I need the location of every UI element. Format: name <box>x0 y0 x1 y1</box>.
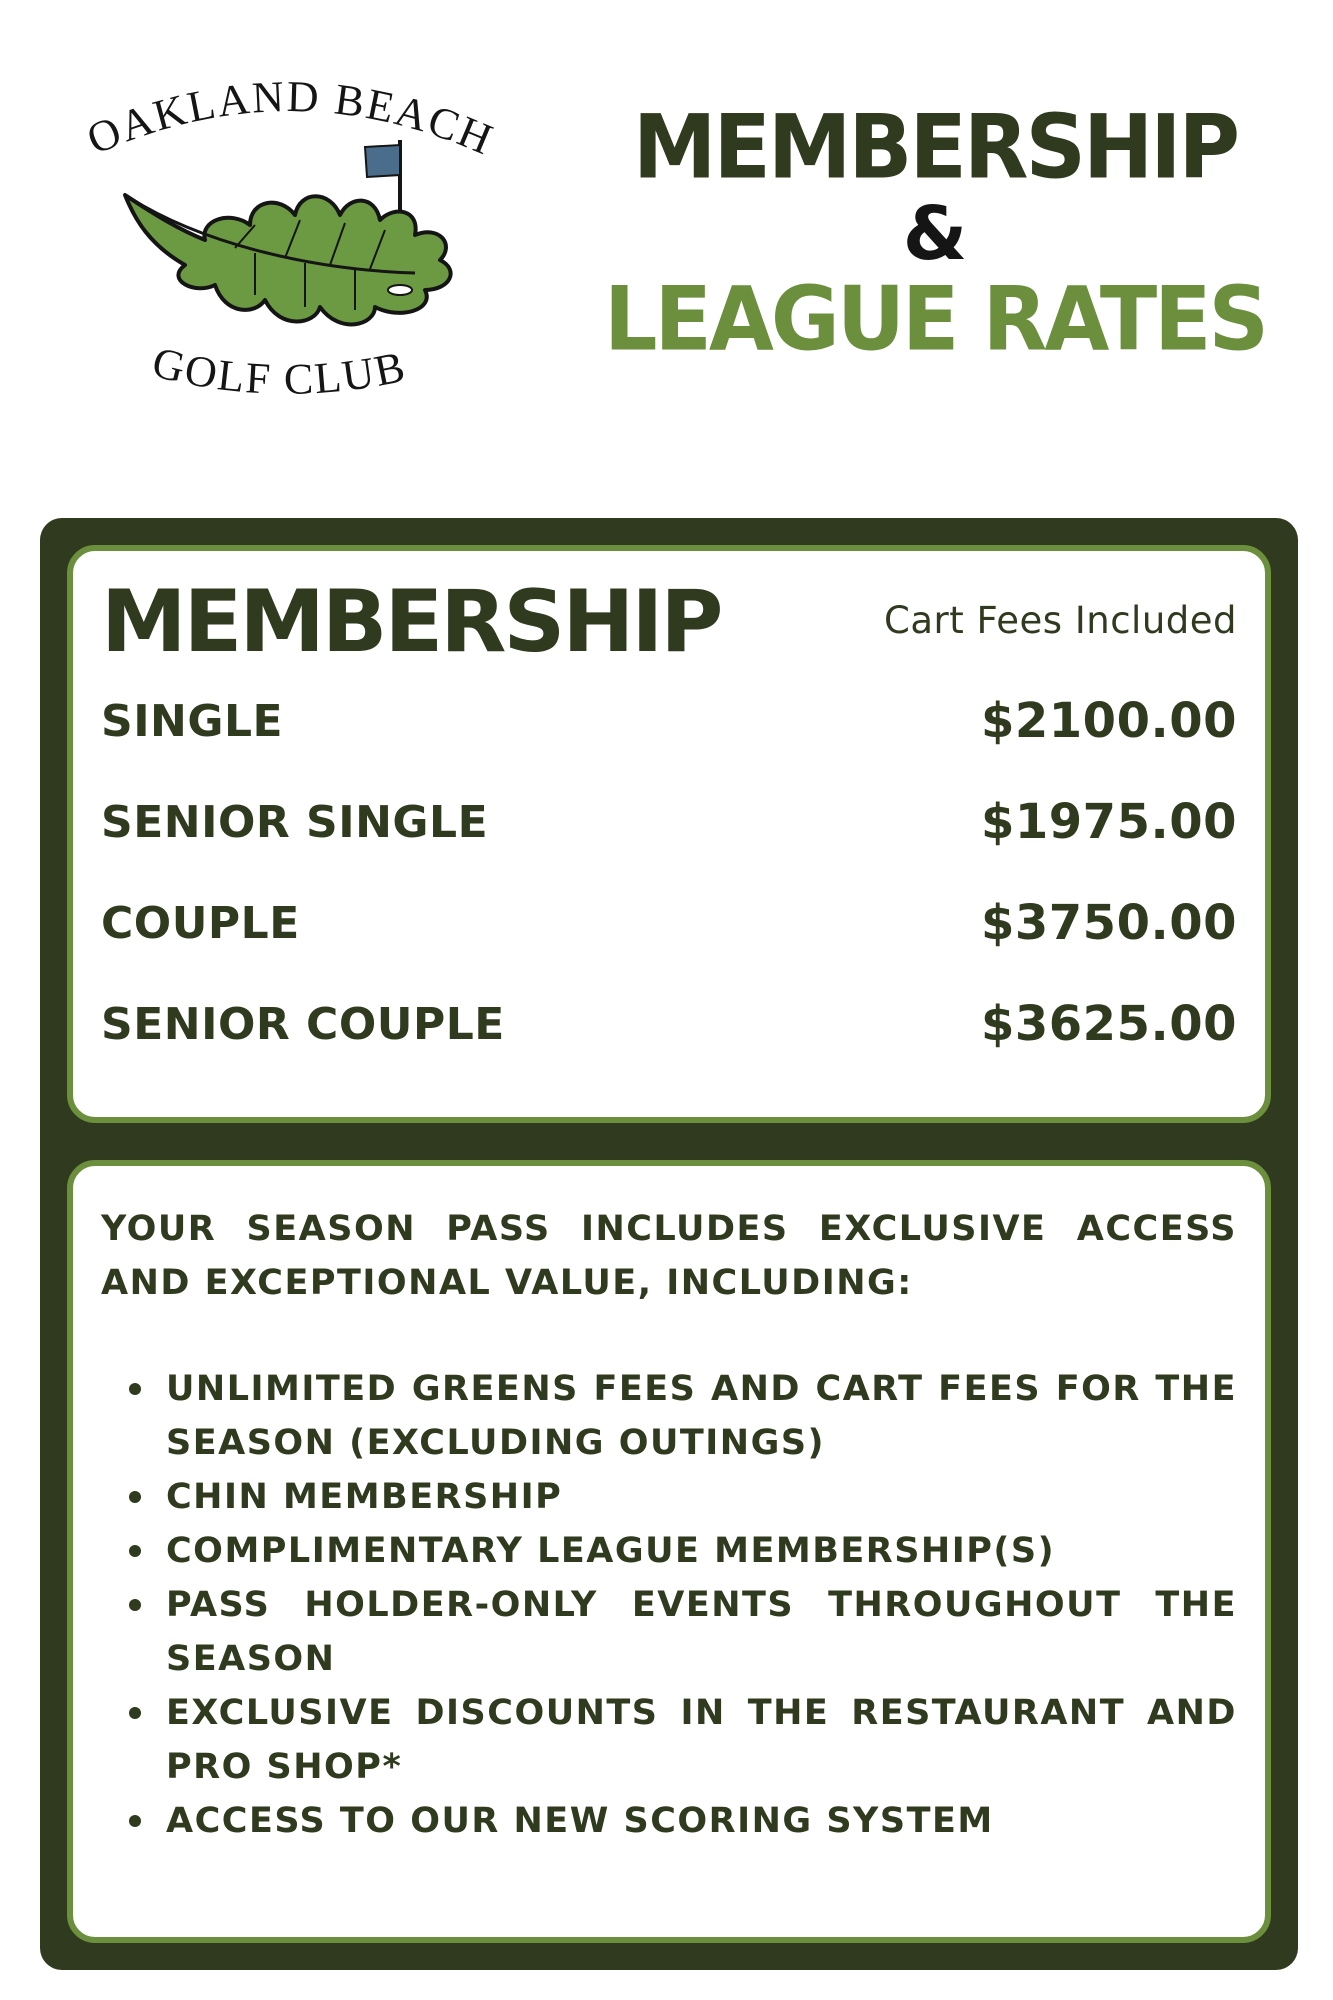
rate-row-senior-single <box>101 792 1237 852</box>
list-item <box>101 1524 1237 1578</box>
rate-name: SINGLE <box>101 695 284 747</box>
rate-name: COUPLE <box>101 897 300 949</box>
benefit-text: CHIN MEMBERSHIP <box>166 1477 563 1517</box>
season-pass-info-card <box>67 1160 1271 1943</box>
benefit-text: COMPLIMENTARY LEAGUE MEMBERSHIP(S) <box>166 1531 1056 1571</box>
bullet-icon <box>129 1707 141 1719</box>
benefit-text: EXCLUSIVE DISCOUNTS IN THE RESTAURANT AND PRO SHOP* <box>166 1693 1237 1787</box>
benefit-text: ACCESS TO OUR NEW SCORING SYSTEM <box>166 1801 994 1841</box>
rate-row-senior-couple <box>101 994 1237 1054</box>
content-frame <box>40 518 1298 1970</box>
benefit-text: UNLIMITED GREENS FEES AND CART FEES FOR THE SEASON (EXCLUDING OUTINGS) <box>166 1369 1237 1463</box>
rate-row-single <box>101 691 1237 751</box>
bullet-icon <box>129 1599 141 1611</box>
benefit-text: PASS HOLDER-ONLY EVENTS THROUGHOUT THE SEASON <box>166 1585 1237 1679</box>
list-item <box>101 1578 1237 1686</box>
svg-text:OAKLAND BEACH <box>80 72 501 165</box>
rate-price: $3750.00 <box>980 895 1237 951</box>
headline-ampersand: & <box>902 191 968 277</box>
rate-name: SENIOR SINGLE <box>101 796 489 848</box>
headline-league-rates: LEAGUE RATES <box>603 267 1267 371</box>
rates-title: MEMBERSHIP <box>101 572 721 672</box>
club-logo <box>55 45 535 435</box>
logo-top-text: OAKLAND BEACH <box>80 71 502 165</box>
bullet-icon <box>129 1491 141 1503</box>
membership-rates-card <box>67 545 1271 1123</box>
rate-price: $3625.00 <box>980 996 1237 1052</box>
rate-price: $1975.00 <box>980 794 1237 850</box>
season-pass-intro: YOUR SEASON PASS INCLUDES EXCLUSIVE ACCESS AND EXCEPTIONAL VALUE, INCLUDING: <box>101 1209 1237 1303</box>
list-item <box>101 1470 1237 1524</box>
page-headline <box>590 95 1280 371</box>
benefits-list <box>101 1362 1237 1848</box>
cart-fees-note: Cart Fees Included <box>884 599 1237 642</box>
rate-row-couple <box>101 893 1237 953</box>
list-item <box>101 1362 1237 1470</box>
list-item <box>101 1794 1237 1848</box>
svg-text:GOLF CLUB <box>148 337 411 404</box>
rate-price: $2100.00 <box>980 693 1237 749</box>
bullet-icon <box>129 1815 141 1827</box>
rate-name: SENIOR COUPLE <box>101 998 505 1050</box>
headline-membership: MEMBERSHIP <box>632 95 1238 199</box>
bullet-icon <box>129 1383 141 1395</box>
oak-leaf-flag-icon <box>55 45 535 435</box>
list-item <box>101 1686 1237 1794</box>
logo-bottom-text: GOLF CLUB <box>147 337 411 405</box>
bullet-icon <box>129 1545 141 1557</box>
